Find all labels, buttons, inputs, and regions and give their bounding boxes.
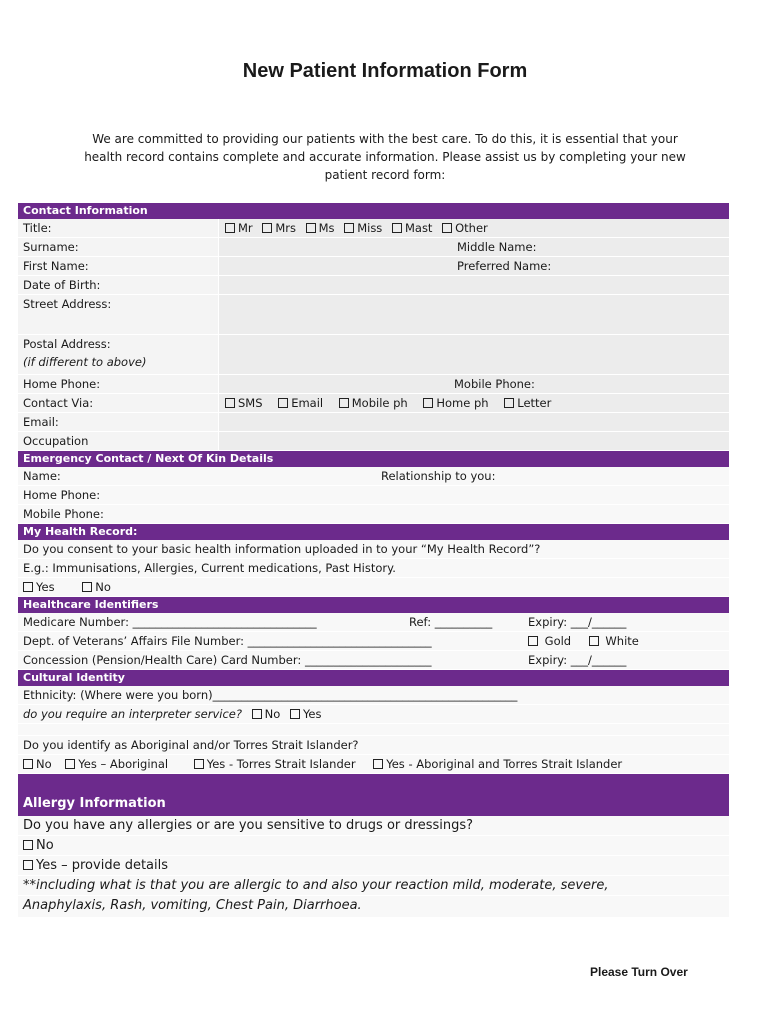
torres-strait-option[interactable]: Yes - Torres Strait Islander xyxy=(194,755,356,774)
checkbox-icon xyxy=(194,759,204,769)
dob-label: Date of Birth: xyxy=(23,278,101,292)
checkbox-icon xyxy=(344,223,354,233)
postal-address-note: (if different to above) xyxy=(23,355,147,369)
title-label: Title: xyxy=(23,221,52,235)
allergy-no-option[interactable]: No xyxy=(23,836,54,856)
interpreter-no-option[interactable]: No xyxy=(252,705,281,724)
aboriginal-question: Do you identify as Aboriginal and/or Torres Strait Islander? xyxy=(23,738,359,752)
preferred-name-label: Preferred Name: xyxy=(457,259,552,273)
dob-field[interactable] xyxy=(218,276,729,294)
medicare-expiry-label: Expiry: ___/______ xyxy=(528,615,627,629)
medicare-number-label: Medicare Number: ________________________________ xyxy=(23,615,317,629)
relationship-label: Relationship to you: xyxy=(381,469,496,483)
dva-white-option[interactable]: White xyxy=(589,632,639,651)
via-option-letter[interactable]: Letter xyxy=(504,394,551,413)
checkbox-icon xyxy=(290,709,300,719)
emergency-name-label: Name: xyxy=(23,469,61,483)
page-title: New Patient Information Form xyxy=(242,60,528,82)
checkbox-icon xyxy=(23,759,33,769)
surname-field[interactable] xyxy=(218,238,729,256)
emergency-home-phone-label: Home Phone: xyxy=(23,488,101,502)
via-option-sms[interactable]: SMS xyxy=(225,394,263,413)
section-cultural-header: Cultural Identity xyxy=(18,670,729,686)
via-option-email[interactable]: Email xyxy=(278,394,323,413)
checkbox-icon xyxy=(504,398,514,408)
allergy-note-line2: Anaphylaxis, Rash, vomiting, Chest Pain, Diarrhoea. xyxy=(23,898,362,913)
title-option-mr[interactable]: Mr xyxy=(225,219,253,238)
allergy-note-line1: **including what is that you are allergic to and also your reaction mild, moderate, severe, xyxy=(23,878,609,893)
checkbox-icon xyxy=(225,398,235,408)
postal-address-label: Postal Address: xyxy=(23,337,111,351)
checkbox-icon xyxy=(23,840,33,850)
title-option-other[interactable]: Other xyxy=(442,219,488,238)
checkbox-icon xyxy=(65,759,75,769)
email-field[interactable] xyxy=(218,413,729,431)
checkbox-icon xyxy=(306,223,316,233)
section-mhr-header: My Health Record: xyxy=(18,524,729,540)
street-address-label: Street Address: xyxy=(23,297,112,311)
occupation-field[interactable] xyxy=(218,432,729,450)
concession-card-label: Concession (Pension/Health Care) Card Number: ______________________ xyxy=(23,653,432,667)
checkbox-icon xyxy=(589,636,599,646)
dva-gold-option[interactable]: Gold xyxy=(528,632,571,651)
allergy-yes-option[interactable]: Yes – provide details xyxy=(23,856,168,876)
intro-text: We are committed to providing our patients with the best care. To do this, it is essential that your health record contains complete and accurate information. Please assist us by completing your new patient record form: xyxy=(84,132,686,182)
checkbox-icon xyxy=(392,223,402,233)
section-healthcare-header: Healthcare Identifiers xyxy=(18,597,729,613)
contact-via-label: Contact Via: xyxy=(23,396,94,410)
checkbox-icon xyxy=(278,398,288,408)
checkbox-icon xyxy=(252,709,262,719)
interpreter-question: do you require an interpreter service? xyxy=(23,707,242,721)
checkbox-icon xyxy=(442,223,452,233)
surname-label: Surname: xyxy=(23,240,79,254)
interpreter-yes-option[interactable]: Yes xyxy=(290,705,322,724)
checkbox-icon xyxy=(423,398,433,408)
occupation-label: Occupation xyxy=(23,434,89,448)
please-turn-over: Please Turn Over xyxy=(590,965,688,979)
via-option-mobile[interactable]: Mobile ph xyxy=(339,394,408,413)
mhr-question: Do you consent to your basic health information uploaded in to your “My Health Record”? xyxy=(23,542,541,556)
concession-expiry-label: Expiry: ___/______ xyxy=(528,653,627,667)
via-option-home[interactable]: Home ph xyxy=(423,394,488,413)
mhr-no-option[interactable]: No xyxy=(82,578,111,597)
section-emergency-header: Emergency Contact / Next Of Kin Details xyxy=(18,451,729,467)
dva-number-label: Dept. of Veterans’ Affairs File Number: ________________________________ xyxy=(23,634,432,648)
checkbox-icon xyxy=(339,398,349,408)
section-allergy-header: Allergy Information xyxy=(18,774,729,816)
home-phone-field[interactable] xyxy=(218,375,729,393)
title-option-ms[interactable]: Ms xyxy=(306,219,335,238)
checkbox-icon xyxy=(225,223,235,233)
first-name-field[interactable] xyxy=(218,257,729,275)
mhr-example: E.g.: Immunisations, Allergies, Current medications, Past History. xyxy=(23,561,396,575)
contact-via-options xyxy=(218,394,729,412)
checkbox-icon xyxy=(528,636,538,646)
email-label: Email: xyxy=(23,415,59,429)
mobile-phone-label: Mobile Phone: xyxy=(454,377,535,391)
middle-name-label: Middle Name: xyxy=(457,240,537,254)
checkbox-icon xyxy=(373,759,383,769)
ethnicity-label: Ethnicity: (Where were you born)_____________________________________________________ xyxy=(23,688,518,702)
first-name-label: First Name: xyxy=(23,259,89,273)
emergency-mobile-phone-label: Mobile Phone: xyxy=(23,507,104,521)
title-option-mrs[interactable]: Mrs xyxy=(262,219,296,238)
title-option-mast[interactable]: Mast xyxy=(392,219,432,238)
title-option-miss[interactable]: Miss xyxy=(344,219,382,238)
mhr-yes-option[interactable]: Yes xyxy=(23,578,55,597)
both-option[interactable]: Yes - Aboriginal and Torres Strait Islander xyxy=(373,755,622,774)
title-options xyxy=(218,219,729,237)
medicare-ref-label: Ref: __________ xyxy=(409,615,493,629)
street-address-field[interactable] xyxy=(218,295,729,334)
aboriginal-no-option[interactable]: No xyxy=(23,755,52,774)
section-contact-header: Contact Information xyxy=(18,203,729,219)
patient-form xyxy=(18,203,729,918)
checkbox-icon xyxy=(23,860,33,870)
postal-address-field[interactable] xyxy=(218,335,729,374)
aboriginal-yes-option[interactable]: Yes – Aboriginal xyxy=(65,755,168,774)
checkbox-icon xyxy=(82,582,92,592)
allergy-question: Do you have any allergies or are you sensitive to drugs or dressings? xyxy=(23,818,474,833)
checkbox-icon xyxy=(23,582,33,592)
checkbox-icon xyxy=(262,223,272,233)
home-phone-label: Home Phone: xyxy=(23,377,101,391)
